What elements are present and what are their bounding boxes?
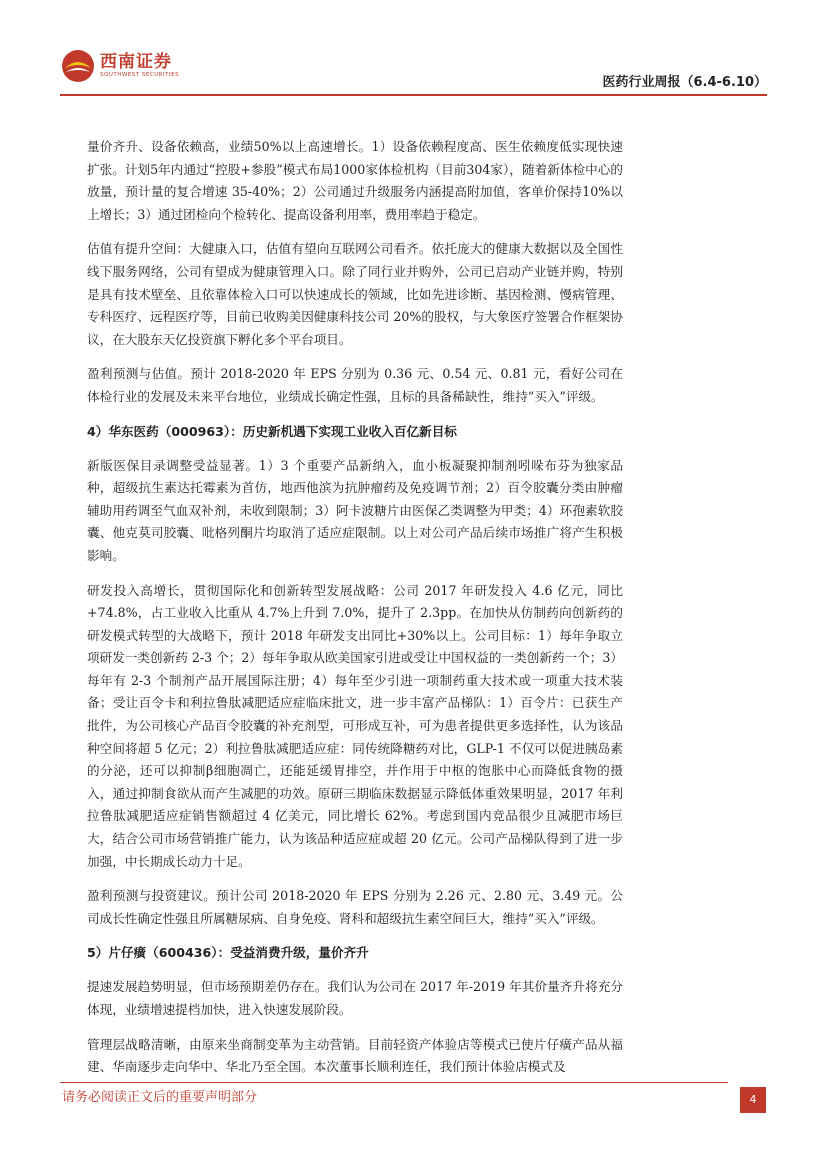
body-paragraph: 研发投入高增长，贯彻国际化和创新转型发展战略：公司 2017 年研发投入 4.6 亿元，同比+74.8%，占工业收入比重从 4.7%上升到 7.0%，提升了 2.3pp。在加快从仿制药向创新药的研发模式转型的大战略下，预计 2018 年研发支出同比+30%以上。公司目标：1）每年争取立项研发一类创新药 2-3 个；2）每年争取从欧美国家引进或受让中国权益的一类创新药一个；3）每年有 2-3 个制剂产品开展国际注册；4）每年至少引进一项制药重大技术或一项重大技术装备；受让百令卡和利拉鲁肽减肥适应症临床批文，进一步丰富产品梯队：1）百令片：已获生产批件，为公司核心产品百令胶囊的补充剂型，可形成互补，可为患者提供更多选择性，认为该品种空间将超 5 亿元；2）利拉鲁肽减肥适应症：同传统降糖药对比，GLP-1 不仅可以促进胰岛素的分泌，还可以抑制β细胞凋亡，还能延缓胃排空，并作用于中枢的饱胀中心而降低食物的摄入，通过抑制食欲从而产生减肥的功效。原研三期临床数据显示降低体重效果明显，2017 年利拉鲁肽减肥适应症销售额超过 4 亿美元，同比增长 62%。考虑到国内竞品很少且减肥市场巨大，结合公司市场营销推广能力，认为该品种适应症或超 20 亿元。公司产品梯队得到了进一步加强，中长期成长动力十足。 — [87, 582, 623, 869]
page-header — [0, 0, 827, 100]
body-paragraph: 量价齐升、设备依赖高，业绩50%以上高速增长。1）设备依赖程度高、医生依赖度低实现快速扩张。计划5年内通过“控股+参股”模式布局1000家体检机构（目前304家），随着新体检中心的放量，预计量的复合增速 35-40%；2）公司通过升级服务内涵提高附加值，客单价保持10%以上增长；3）通过团检向个检转化、提高设备利用率，费用率趋于稳定。 — [87, 139, 623, 222]
footer-disclaimer: 请务必阅读正文后的重要声明部分 — [62, 1090, 258, 1105]
body-paragraph: 盈利预测与投资建议。预计公司 2018-2020 年 EPS 分别为 2.26 元、2.80 元、3.49 元。公司成长性确定性强且所属糖尿病、自身免疫、肾科和超级抗生素空间巨大，维持“买入”评级。 — [87, 888, 623, 926]
body-paragraph: 估值有提升空间：大健康入口，估值有望向互联网公司看齐。依托庞大的健康大数据以及全国性线下服务网络，公司有望成为健康管理入口。除了同行业并购外，公司已启动产业链并购，特别是具有技术壁垒、且依靠体检入口可以快速成长的领域，比如先进诊断、基因检测、慢病管理、专科医疗、远程医疗等，目前已收购美因健康科技公司 20%的股权，与大象医疗签署合作框架协议，在大股东天亿投资旗下孵化多个平台项目。 — [87, 241, 623, 347]
report-title: 医药行业周报（6.4-6.10） — [602, 75, 767, 90]
logo-emblem-icon — [60, 48, 96, 84]
company-logo — [60, 48, 179, 84]
body-paragraph: 盈利预测与估值。预计 2018-2020 年 EPS 分别为 0.36 元、0.54 元、0.81 元，看好公司在体检行业的发展及未来平台地位，业绩成长确定性强，且标的具备稀缺性，维持“买入”评级。 — [87, 366, 623, 404]
body-paragraph: 管理层战略清晰，由原来坐商制变革为主动营销。目前轻资产体验店等模式已使片仔癀产品从福建、华南逐步走向华中、华北乃至全国。本次董事长顺利连任，我们预计体验店模式及 — [87, 1036, 623, 1075]
logo-english-name: SOUTHWEST SECURITIES — [100, 72, 180, 78]
logo-chinese-name: 西南证券 — [100, 52, 172, 72]
header-divider — [60, 94, 767, 96]
page-number: 4 — [740, 1087, 766, 1113]
footer-divider — [60, 1082, 728, 1083]
report-body — [87, 136, 623, 1091]
section-heading-pianzaihuang: 5）片仔癀（600436）：受益消费升级，量价齐升 — [87, 945, 369, 961]
section-heading-huadong: 4）华东医药（000963）：历史新机遇下实现工业收入百亿新目标 — [87, 423, 457, 439]
body-paragraph: 新版医保目录调整受益显著。1）3 个重要产品新纳入，血小板凝聚抑制剂吲哚布芬为独家品种，超级抗生素达托霉素为首仿，地西他滨为抗肿瘤药及免疫调节剂；2）百令胶囊分类由肿瘤辅助用药调至气血双补剂，未收到限制；3）阿卡波糖片由医保乙类调整为甲类；4）环孢素软胶囊、他克莫司胶囊、吡格列酮片均取消了适应症限制。以上对公司产品后续市场推广将产生积极影响。 — [87, 457, 623, 563]
body-paragraph: 提速发展趋势明显，但市场预期差仍存在。我们认为公司在 2017 年-2019 年其价量齐升将充分体现，业绩增速提档加快，进入快速发展阶段。 — [87, 979, 623, 1017]
